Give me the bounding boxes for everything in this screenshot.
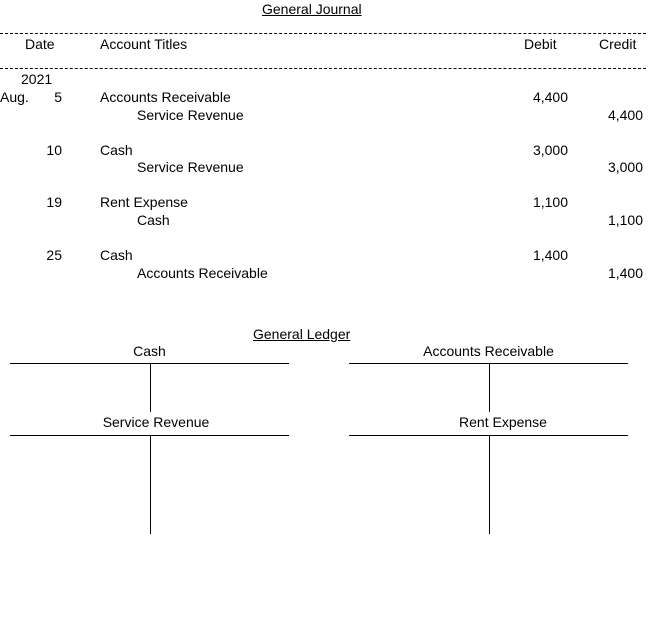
entry-credit-amount: 4,400 [607,107,643,123]
entry-credit-amount: 1,100 [607,212,643,228]
t-account-divider [489,363,490,412]
t-account-title-accounts-receivable: Accounts Receivable [423,343,554,359]
t-account-divider [150,435,151,534]
journal-month: Aug. [0,89,29,105]
entry-day: 19 [46,194,62,210]
entry-credit-amount: 1,400 [607,265,643,281]
t-account-title-service-revenue: Service Revenue [102,414,210,430]
entry-day: 10 [46,142,62,158]
entry-credit-account: Cash [137,212,170,228]
t-account-divider [489,435,490,534]
t-account-title-cash: Cash [133,343,166,359]
t-account-divider [150,363,151,412]
header-debit: Debit [524,36,557,52]
t-account-title-rent-expense: Rent Expense [459,414,547,430]
header-credit: Credit [599,36,637,52]
entry-debit-amount: 1,100 [532,194,568,210]
entry-credit-account: Service Revenue [137,107,244,123]
ledger-title: General Ledger [253,326,351,342]
entry-debit-account: Cash [100,142,133,158]
entry-debit-amount: 3,000 [532,142,568,158]
header-date: Date [25,36,55,52]
entry-debit-amount: 4,400 [532,89,568,105]
journal-year: 2021 [21,71,53,87]
header-account-titles: Account Titles [100,36,188,52]
entry-debit-amount: 1,400 [532,247,568,263]
entry-credit-account: Accounts Receivable [137,265,268,281]
journal-header-top-rule [0,33,646,34]
entry-debit-account: Accounts Receivable [100,89,231,105]
entry-debit-account: Rent Expense [100,194,188,210]
entry-credit-amount: 3,000 [607,159,643,175]
journal-title: General Journal [262,1,362,17]
entry-day: 25 [46,247,62,263]
journal-header-bottom-rule [0,68,646,69]
entry-credit-account: Service Revenue [137,159,244,175]
entry-day: 5 [54,89,62,105]
entry-debit-account: Cash [100,247,133,263]
